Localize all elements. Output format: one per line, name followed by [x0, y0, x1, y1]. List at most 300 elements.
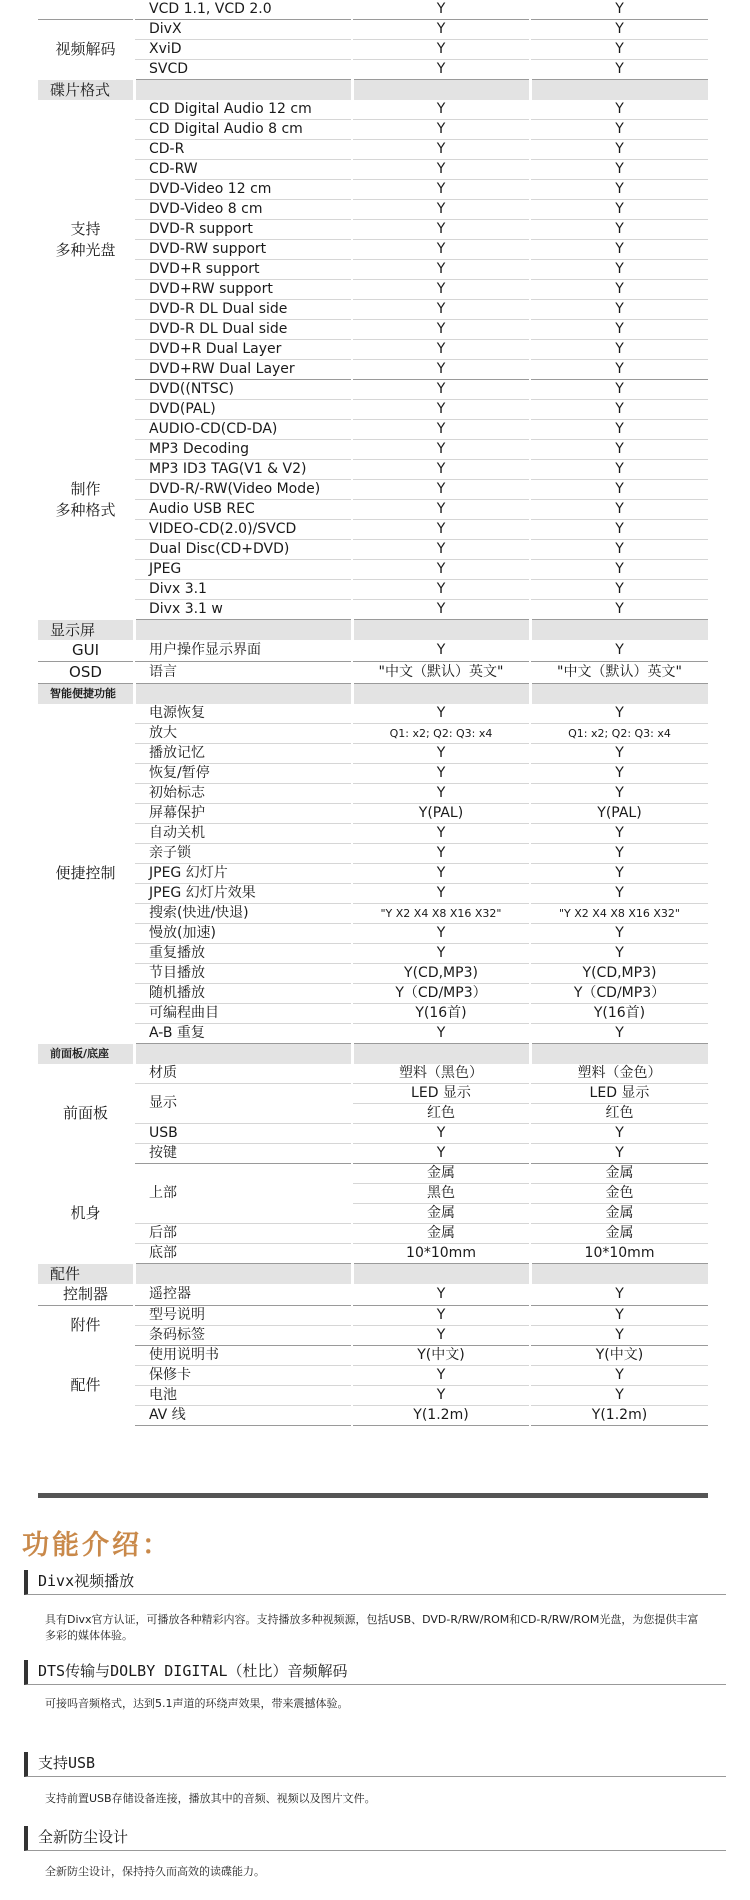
value-model-1: Y [352, 340, 530, 360]
table-row [38, 1284, 708, 1306]
value-model-1: "Y X2 X4 X8 X16 X32" [352, 904, 530, 924]
table-row [38, 160, 708, 180]
value-model-2: Y [530, 784, 708, 804]
value-model-1: Y(16首) [352, 1004, 530, 1024]
feature-label: 亲子锁 [134, 844, 352, 864]
value-model-2: Y [530, 704, 708, 724]
value-model-2: Y(中文) [530, 1346, 708, 1366]
category-label: 制作 多种格式 [55, 479, 116, 519]
functions-title: 功能介绍： [22, 1530, 172, 1561]
table-row [38, 300, 708, 320]
value-model-2: Y [530, 420, 708, 440]
value-model-2: 红色 [530, 1104, 708, 1124]
value-model-1: Y [352, 440, 530, 460]
value-model-2: Y [530, 540, 708, 560]
feature-label: JPEG [134, 560, 352, 580]
value-model-2: Y [530, 340, 708, 360]
value-model-1: Y [352, 580, 530, 600]
value-model-1: 黑色 [352, 1184, 530, 1204]
feature-heading-dustproof-text: 全新防尘设计 [38, 1828, 129, 1846]
value-model-1: Y [352, 380, 530, 400]
category-label: 配件 [70, 1376, 101, 1394]
value-model-1: Y [352, 1024, 530, 1044]
feature-label: 播放记忆 [134, 744, 352, 764]
value-model-1: Y [352, 600, 530, 620]
value-model-1: Y [352, 220, 530, 240]
category-label: 控制器 [38, 1284, 134, 1306]
table-row [38, 540, 708, 560]
feature-label: DVD+R support [134, 260, 352, 280]
value-model-1: Y [352, 140, 530, 160]
value-model-1: Y [352, 40, 530, 60]
value-model-1: Y [352, 764, 530, 784]
value-model-1: Y [352, 1284, 530, 1306]
section-header-fill [530, 1044, 708, 1065]
value-model-1: 塑料（黑色） [352, 1064, 530, 1084]
feature-label: DivX [134, 20, 352, 40]
feature-label: USB [134, 1124, 352, 1144]
table-row [38, 360, 708, 380]
value-model-1: Y [352, 540, 530, 560]
value-model-2: Y [530, 480, 708, 500]
feature-label: 放大 [134, 724, 352, 744]
value-model-2: 金属 [530, 1204, 708, 1224]
table-bottom-bar [38, 1493, 708, 1498]
feature-label: 后部 [134, 1224, 352, 1244]
category-label [38, 0, 134, 20]
value-model-1: Y(CD,MP3) [352, 964, 530, 984]
value-model-2: Y [530, 140, 708, 160]
value-model-2: Y [530, 20, 708, 40]
value-model-1: Y [352, 360, 530, 380]
feature-label: VCD 1.1, VCD 2.0 [134, 0, 352, 20]
feature-label: Divx 3.1 w [134, 600, 352, 620]
value-model-1: Y [352, 420, 530, 440]
table-row [38, 240, 708, 260]
value-model-1: Y [352, 260, 530, 280]
value-model-2: Y（CD/MP3） [530, 984, 708, 1004]
feature-label: DVD-R support [134, 220, 352, 240]
table-row [38, 1224, 708, 1244]
value-model-1: Y [352, 744, 530, 764]
value-model-1: Y [352, 1326, 530, 1346]
table-row [38, 40, 708, 60]
feature-label: Divx 3.1 [134, 580, 352, 600]
table-row [38, 1124, 708, 1144]
feature-label: A-B 重复 [134, 1024, 352, 1044]
feature-label: DVD((NTSC) [134, 380, 352, 400]
value-model-1: Y（CD/MP3） [352, 984, 530, 1004]
feature-label: JPEG 幻灯片 [134, 864, 352, 884]
table-row [38, 1164, 708, 1184]
category-label: 视频解码 [55, 40, 116, 59]
value-model-2: Y [530, 744, 708, 764]
feature-label: 恢复/暂停 [134, 764, 352, 784]
value-model-1: Y(PAL) [352, 804, 530, 824]
category-label: OSD [38, 662, 134, 684]
table-row [38, 580, 708, 600]
table-row [38, 200, 708, 220]
table-row [38, 420, 708, 440]
feature-heading-usb-text: 支持USB [38, 1754, 96, 1772]
value-model-1: Y [352, 480, 530, 500]
section-header-fill [352, 80, 530, 101]
table-row [38, 824, 708, 844]
section-header-fill [134, 1044, 352, 1065]
value-model-2: Y [530, 824, 708, 844]
value-model-2: Y [530, 160, 708, 180]
value-model-2: Y [530, 260, 708, 280]
value-model-2: 金属 [530, 1224, 708, 1244]
feature-label: 按键 [134, 1144, 352, 1164]
value-model-2: Y [530, 460, 708, 480]
value-model-1: 红色 [352, 1104, 530, 1124]
table-row [38, 440, 708, 460]
value-model-2: Y [530, 520, 708, 540]
feature-label: 电池 [134, 1386, 352, 1406]
section-header: 碟片格式 [38, 80, 134, 101]
feature-label: JPEG 幻灯片效果 [134, 884, 352, 904]
value-model-2: Y [530, 100, 708, 120]
section-header-row [38, 620, 708, 641]
category-label: GUI [38, 640, 134, 662]
section-header-fill [352, 1044, 530, 1065]
table-row [38, 884, 708, 904]
value-model-2: Y [530, 560, 708, 580]
value-model-2: Y [530, 400, 708, 420]
value-model-1: LED 显示 [352, 1084, 530, 1104]
value-model-1: Y [352, 520, 530, 540]
value-model-1: Y(中文) [352, 1346, 530, 1366]
table-row [38, 804, 708, 824]
table-row [38, 744, 708, 764]
table-row [38, 964, 708, 984]
value-model-1: Y [352, 704, 530, 724]
table-row [38, 984, 708, 1004]
value-model-2: Y [530, 1326, 708, 1346]
feature-label: 底部 [134, 1244, 352, 1264]
table-row [38, 1326, 708, 1346]
feature-label: DVD(PAL) [134, 400, 352, 420]
value-model-2: Y [530, 40, 708, 60]
feature-label: DVD-Video 12 cm [134, 180, 352, 200]
feature-label: 显示 [134, 1084, 352, 1124]
feature-label: DVD-RW support [134, 240, 352, 260]
feature-label: 电源恢复 [134, 704, 352, 724]
value-model-2: Y [530, 360, 708, 380]
feature-label: 用户操作显示界面 [134, 640, 352, 662]
feature-label: DVD-R DL Dual side [134, 320, 352, 340]
value-model-1: 金属 [352, 1224, 530, 1244]
value-model-1: Y [352, 300, 530, 320]
feature-label: 慢放(加速) [134, 924, 352, 944]
value-model-1: Y [352, 60, 530, 80]
section-header-fill [352, 684, 530, 705]
table-row [38, 1024, 708, 1044]
value-model-1: Y [352, 844, 530, 864]
feature-label: 随机播放 [134, 984, 352, 1004]
table-row [38, 380, 708, 400]
table-row [38, 560, 708, 580]
section-header: 配件 [38, 1264, 134, 1285]
feature-label: 初始标志 [134, 784, 352, 804]
feature-label: CD Digital Audio 12 cm [134, 100, 352, 120]
feature-label: DVD+RW Dual Layer [134, 360, 352, 380]
feature-label: 语言 [134, 662, 352, 684]
value-model-2: Y [530, 440, 708, 460]
value-model-2: Y [530, 1284, 708, 1306]
table-row [38, 1144, 708, 1164]
feature-label: 条码标签 [134, 1326, 352, 1346]
section-header-fill [134, 620, 352, 641]
section-header: 显示屏 [38, 620, 134, 641]
value-model-1: Y [352, 1144, 530, 1164]
feature-label: MP3 ID3 TAG(V1 & V2) [134, 460, 352, 480]
table-row [38, 1084, 708, 1104]
section-header-fill [530, 80, 708, 101]
table-row [38, 640, 708, 662]
table-row [38, 1244, 708, 1264]
value-model-2: Y [530, 60, 708, 80]
value-model-1: Y [352, 120, 530, 140]
table-row [38, 320, 708, 340]
section-header-fill [134, 80, 352, 101]
section-header-fill [530, 684, 708, 705]
feature-label: DVD+R Dual Layer [134, 340, 352, 360]
value-model-2: Y [530, 1144, 708, 1164]
value-model-2: Y [530, 220, 708, 240]
value-model-1: 10*10mm [352, 1244, 530, 1264]
value-model-2: "中文（默认）英文" [530, 662, 708, 684]
feature-label: CD-R [134, 140, 352, 160]
feature-label: DVD-R DL Dual side [134, 300, 352, 320]
feature-label: 自动关机 [134, 824, 352, 844]
section-header-fill [530, 1264, 708, 1285]
value-model-1: Y [352, 180, 530, 200]
value-model-1: Y [352, 1386, 530, 1406]
table-row [38, 1386, 708, 1406]
feature-label: 遥控器 [134, 1284, 352, 1306]
value-model-2: Y [530, 0, 708, 20]
value-model-2: Y [530, 884, 708, 904]
table-row [38, 220, 708, 240]
feature-label: Audio USB REC [134, 500, 352, 520]
value-model-1: 金属 [352, 1164, 530, 1184]
value-model-2: Y [530, 280, 708, 300]
feature-label: MP3 Decoding [134, 440, 352, 460]
value-model-1: 金属 [352, 1204, 530, 1224]
category-label: 机身 [70, 1204, 101, 1222]
value-model-2: Y [530, 500, 708, 520]
section-header-fill [352, 620, 530, 641]
value-model-2: LED 显示 [530, 1084, 708, 1104]
table-row [38, 1004, 708, 1024]
category-label: 便捷控制 [55, 864, 116, 883]
value-model-2: Y [530, 580, 708, 600]
value-model-2: Y [530, 640, 708, 662]
table-row [38, 460, 708, 480]
feature-label: XviD [134, 40, 352, 60]
value-model-2: Y [530, 924, 708, 944]
value-model-2: Y(16首) [530, 1004, 708, 1024]
value-model-2: Y [530, 380, 708, 400]
value-model-2: 金属 [530, 1164, 708, 1184]
section-header: 智能便捷功能 [38, 684, 134, 705]
feature-label: CD-RW [134, 160, 352, 180]
feature-label: 屏幕保护 [134, 804, 352, 824]
value-model-1: Y [352, 500, 530, 520]
table-row [38, 0, 708, 20]
value-model-2: Y [530, 1366, 708, 1386]
feature-desc-divx: 具有Divx官方认证，可播放各种精彩内容。支持播放多种视频源，包括USB、DVD-R/RW/ROM和CD-R/RW/ROM光盘，为您提供丰富多彩的媒体体验。 [45, 1613, 699, 1642]
value-model-2: Q1: x2; Q2: Q3: x4 [530, 724, 708, 744]
value-model-1: Y [352, 160, 530, 180]
value-model-2: Y [530, 944, 708, 964]
feature-label: Dual Disc(CD+DVD) [134, 540, 352, 560]
value-model-1: Y [352, 924, 530, 944]
feature-heading-divx-text: Divx视频播放 [38, 1572, 135, 1590]
table-row [38, 60, 708, 80]
value-model-2: Y [530, 844, 708, 864]
section-header-row [38, 684, 708, 705]
feature-label: AV 线 [134, 1406, 352, 1426]
feature-label: 保修卡 [134, 1366, 352, 1386]
feature-label: 上部 [134, 1164, 352, 1224]
value-model-1: Y [352, 100, 530, 120]
table-row [38, 784, 708, 804]
value-model-1: Y [352, 400, 530, 420]
table-row [38, 1346, 708, 1366]
value-model-2: Y [530, 1024, 708, 1044]
feature-label: DVD-Video 8 cm [134, 200, 352, 220]
feature-heading-usb [24, 1752, 726, 1777]
table-row [38, 1366, 708, 1386]
value-model-1: Y [352, 640, 530, 662]
table-row [38, 864, 708, 884]
table-row [38, 662, 708, 684]
value-model-2: Y [530, 180, 708, 200]
feature-label: 使用说明书 [134, 1346, 352, 1366]
value-model-2: Y(1.2m) [530, 1406, 708, 1426]
value-model-1: Y [352, 560, 530, 580]
feature-heading-dts [24, 1660, 726, 1685]
table-row [38, 20, 708, 40]
table-row [38, 1306, 708, 1326]
category-label: 支持 多种光盘 [55, 219, 116, 259]
table-row [38, 260, 708, 280]
value-model-2: Y [530, 240, 708, 260]
section-header-fill [352, 1264, 530, 1285]
feature-label: DVD+RW support [134, 280, 352, 300]
value-model-1: Y [352, 944, 530, 964]
section-header-fill [530, 620, 708, 641]
table-row [38, 520, 708, 540]
value-model-2: "Y X2 X4 X8 X16 X32" [530, 904, 708, 924]
feature-heading-divx [24, 1570, 726, 1595]
feature-label: 材质 [134, 1064, 352, 1084]
spec-table [38, 0, 708, 1426]
value-model-1: Q1: x2; Q2: Q3: x4 [352, 724, 530, 744]
feature-label: CD Digital Audio 8 cm [134, 120, 352, 140]
feature-desc-usb: 支持前置USB存储设备连接，播放其中的音频、视频以及图片文件。 [45, 1792, 376, 1805]
value-model-2: Y [530, 1386, 708, 1406]
feature-heading-dts-text: DTS传输与DOLBY DIGITAL（杜比）音频解码 [38, 1662, 348, 1680]
value-model-1: Y [352, 824, 530, 844]
value-model-2: 塑料（金色） [530, 1064, 708, 1084]
value-model-1: Y [352, 884, 530, 904]
value-model-1: Y(1.2m) [352, 1406, 530, 1426]
value-model-2: Y(CD,MP3) [530, 964, 708, 984]
value-model-1: Y [352, 200, 530, 220]
feature-label: DVD-R/-RW(Video Mode) [134, 480, 352, 500]
feature-heading-dustproof [24, 1826, 726, 1851]
feature-desc-dts: 可接吗音频格式，达到5.1声道的环绕声效果，带来震撼体验。 [45, 1697, 349, 1710]
value-model-2: Y [530, 600, 708, 620]
table-row [38, 140, 708, 160]
value-model-2: Y [530, 764, 708, 784]
table-row [38, 704, 708, 724]
table-row [38, 924, 708, 944]
value-model-1: Y [352, 240, 530, 260]
value-model-2: Y [530, 1124, 708, 1144]
table-row [38, 280, 708, 300]
value-model-1: Y [352, 1306, 530, 1326]
table-row [38, 100, 708, 120]
value-model-1: Y [352, 1366, 530, 1386]
table-row [38, 1406, 708, 1426]
value-model-1: Y [352, 20, 530, 40]
table-row [38, 764, 708, 784]
value-model-2: Y [530, 864, 708, 884]
value-model-1: Y [352, 1124, 530, 1144]
feature-label: 可编程曲目 [134, 1004, 352, 1024]
value-model-1: Y [352, 784, 530, 804]
feature-label: SVCD [134, 60, 352, 80]
feature-label: 节目播放 [134, 964, 352, 984]
value-model-1: Y [352, 460, 530, 480]
feature-label: 搜索(快进/快退) [134, 904, 352, 924]
category-label: 前面板 [62, 1104, 108, 1123]
section-header-row [38, 80, 708, 101]
feature-desc-dustproof: 全新防尘设计，保持持久而高效的读碟能力。 [45, 1865, 265, 1878]
feature-label: 重复播放 [134, 944, 352, 964]
value-model-2: Y [530, 300, 708, 320]
table-row [38, 844, 708, 864]
value-model-2: 10*10mm [530, 1244, 708, 1264]
value-model-2: Y [530, 200, 708, 220]
value-model-1: Y [352, 0, 530, 20]
value-model-1: Y [352, 280, 530, 300]
table-row [38, 400, 708, 420]
table-row [38, 480, 708, 500]
section-header-fill [134, 1264, 352, 1285]
value-model-1: Y [352, 864, 530, 884]
table-row [38, 120, 708, 140]
section-header-row [38, 1044, 708, 1065]
feature-label: VIDEO-CD(2.0)/SVCD [134, 520, 352, 540]
section-header: 前面板/底座 [38, 1044, 134, 1065]
category-label: 附件 [70, 1316, 101, 1335]
table-row [38, 904, 708, 924]
table-row [38, 1064, 708, 1084]
feature-label: 型号说明 [134, 1306, 352, 1326]
value-model-1: Y [352, 320, 530, 340]
section-header-fill [134, 684, 352, 705]
feature-label: AUDIO-CD(CD-DA) [134, 420, 352, 440]
value-model-2: Y(PAL) [530, 804, 708, 824]
section-header-row [38, 1264, 708, 1285]
table-row [38, 340, 708, 360]
